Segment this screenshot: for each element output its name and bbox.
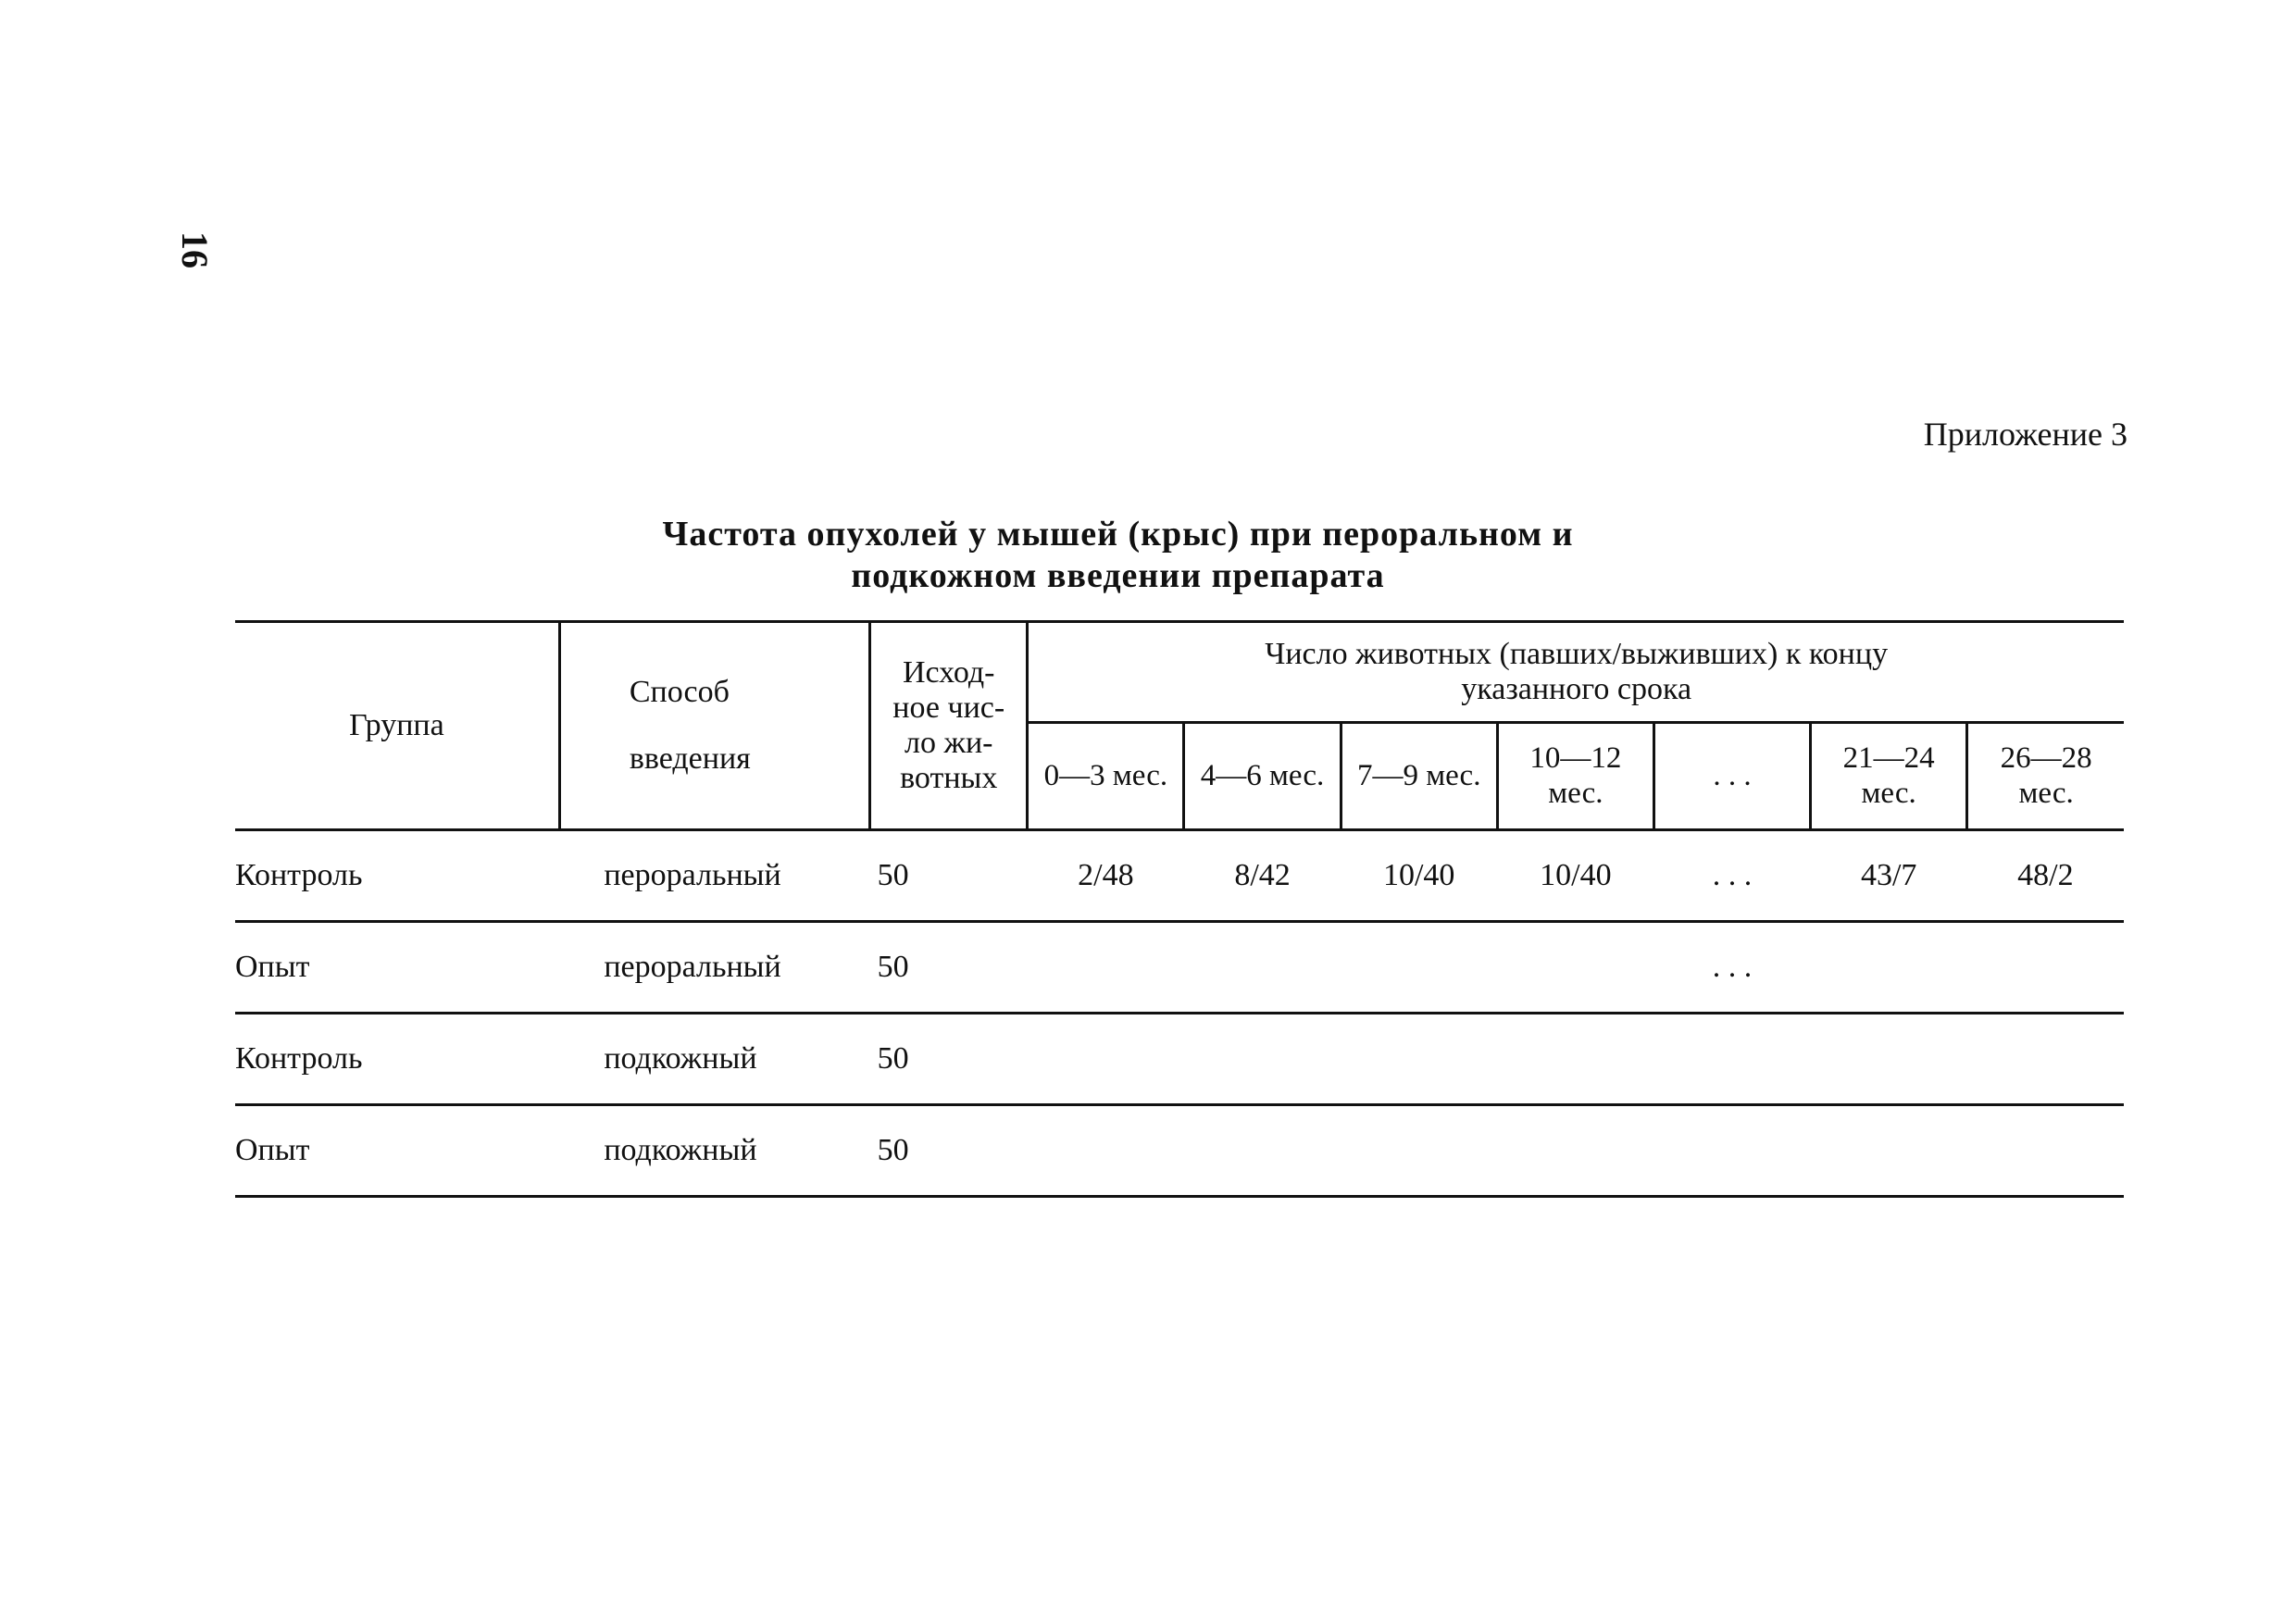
row-value bbox=[1967, 1014, 2124, 1105]
row-method: подкожный bbox=[559, 1014, 869, 1105]
header-period-span bbox=[1028, 622, 2124, 723]
row-value bbox=[1497, 1105, 1653, 1197]
header-method-line-1: Способ bbox=[629, 675, 730, 709]
header-initial-count bbox=[870, 622, 1028, 830]
row-value: . . . bbox=[1653, 922, 1810, 1014]
header-period-span-line-2: указанного срока bbox=[1461, 671, 1692, 706]
period-unit: мес. bbox=[2018, 777, 2074, 811]
row-group: Опыт bbox=[235, 922, 559, 1014]
header-initial-line-2: ное чис- bbox=[892, 691, 1005, 725]
period-label: 26—28 bbox=[2000, 741, 2092, 776]
header-method-line-2: введения bbox=[629, 741, 751, 776]
period-label: 4—6 мес. bbox=[1200, 759, 1325, 793]
header-period-21-24 bbox=[1811, 722, 1967, 829]
appendix-label: Приложение 3 bbox=[1923, 416, 2128, 453]
row-value: 48/2 bbox=[1967, 830, 2124, 922]
row-method: пероральный bbox=[559, 922, 869, 1014]
header-period-26-28 bbox=[1967, 722, 2124, 829]
row-group: Контроль bbox=[235, 1014, 559, 1105]
table-title-line-2: подкожном введении препарата bbox=[851, 556, 1385, 595]
tumor-frequency-table bbox=[235, 620, 2124, 1198]
table-row bbox=[235, 1105, 2124, 1197]
header-method bbox=[559, 622, 869, 830]
row-value: 2/48 bbox=[1028, 830, 1184, 922]
table-title-line-1: Частота опухолей у мышей (крыс) при пероральном и bbox=[662, 515, 1574, 554]
header-initial-line-3: ло жи- bbox=[904, 726, 993, 760]
row-value bbox=[1811, 922, 1967, 1014]
period-label: . . . bbox=[1713, 759, 1752, 793]
row-group: Опыт bbox=[235, 1105, 559, 1197]
header-period-0-3 bbox=[1028, 722, 1184, 829]
row-value bbox=[1028, 1105, 1184, 1197]
header-period-ellipsis bbox=[1653, 722, 1810, 829]
row-value: 10/40 bbox=[1341, 830, 1497, 922]
row-initial-count: 50 bbox=[870, 1014, 1028, 1105]
row-value: 8/42 bbox=[1184, 830, 1341, 922]
header-row-top bbox=[235, 622, 2124, 723]
row-value bbox=[1341, 1014, 1497, 1105]
header-initial-line-1: Исход- bbox=[902, 655, 995, 690]
table-row bbox=[235, 922, 2124, 1014]
row-value bbox=[1184, 1014, 1341, 1105]
row-value bbox=[1184, 1105, 1341, 1197]
row-value bbox=[1967, 922, 2124, 1014]
row-value bbox=[1028, 922, 1184, 1014]
period-label: 21—24 bbox=[1842, 741, 1935, 776]
row-value: 43/7 bbox=[1811, 830, 1967, 922]
header-period-4-6 bbox=[1184, 722, 1341, 829]
header-group: Группа bbox=[235, 622, 559, 830]
row-value bbox=[1341, 1105, 1497, 1197]
header-initial-line-4: вотных bbox=[900, 761, 998, 795]
period-unit: мес. bbox=[1548, 777, 1603, 811]
row-value: . . . bbox=[1653, 830, 1810, 922]
row-value bbox=[1497, 922, 1653, 1014]
row-value bbox=[1341, 922, 1497, 1014]
row-initial-count: 50 bbox=[870, 1105, 1028, 1197]
row-group: Контроль bbox=[235, 830, 559, 922]
row-value bbox=[1184, 922, 1341, 1014]
header-period-10-12 bbox=[1497, 722, 1653, 829]
row-method: подкожный bbox=[559, 1105, 869, 1197]
period-label: 10—12 bbox=[1529, 741, 1622, 776]
row-value bbox=[1497, 1014, 1653, 1105]
header-period-7-9 bbox=[1341, 722, 1497, 829]
row-value: 10/40 bbox=[1497, 830, 1653, 922]
page-number: 16 bbox=[174, 231, 216, 268]
row-value bbox=[1811, 1105, 1967, 1197]
period-label: 0—3 мес. bbox=[1043, 759, 1168, 793]
row-initial-count: 50 bbox=[870, 830, 1028, 922]
row-value bbox=[1811, 1014, 1967, 1105]
header-period-span-line-1: Число животных (павших/выживших) к концу bbox=[1265, 636, 1889, 671]
table-title bbox=[463, 514, 1773, 597]
row-value bbox=[1653, 1014, 1810, 1105]
row-value bbox=[1967, 1105, 2124, 1197]
row-method: пероральный bbox=[559, 830, 869, 922]
row-initial-count: 50 bbox=[870, 922, 1028, 1014]
table-row bbox=[235, 830, 2124, 922]
period-unit: мес. bbox=[1861, 777, 1916, 811]
row-value bbox=[1653, 1105, 1810, 1197]
row-value bbox=[1028, 1014, 1184, 1105]
period-label: 7—9 мес. bbox=[1356, 759, 1481, 793]
table-row bbox=[235, 1014, 2124, 1105]
